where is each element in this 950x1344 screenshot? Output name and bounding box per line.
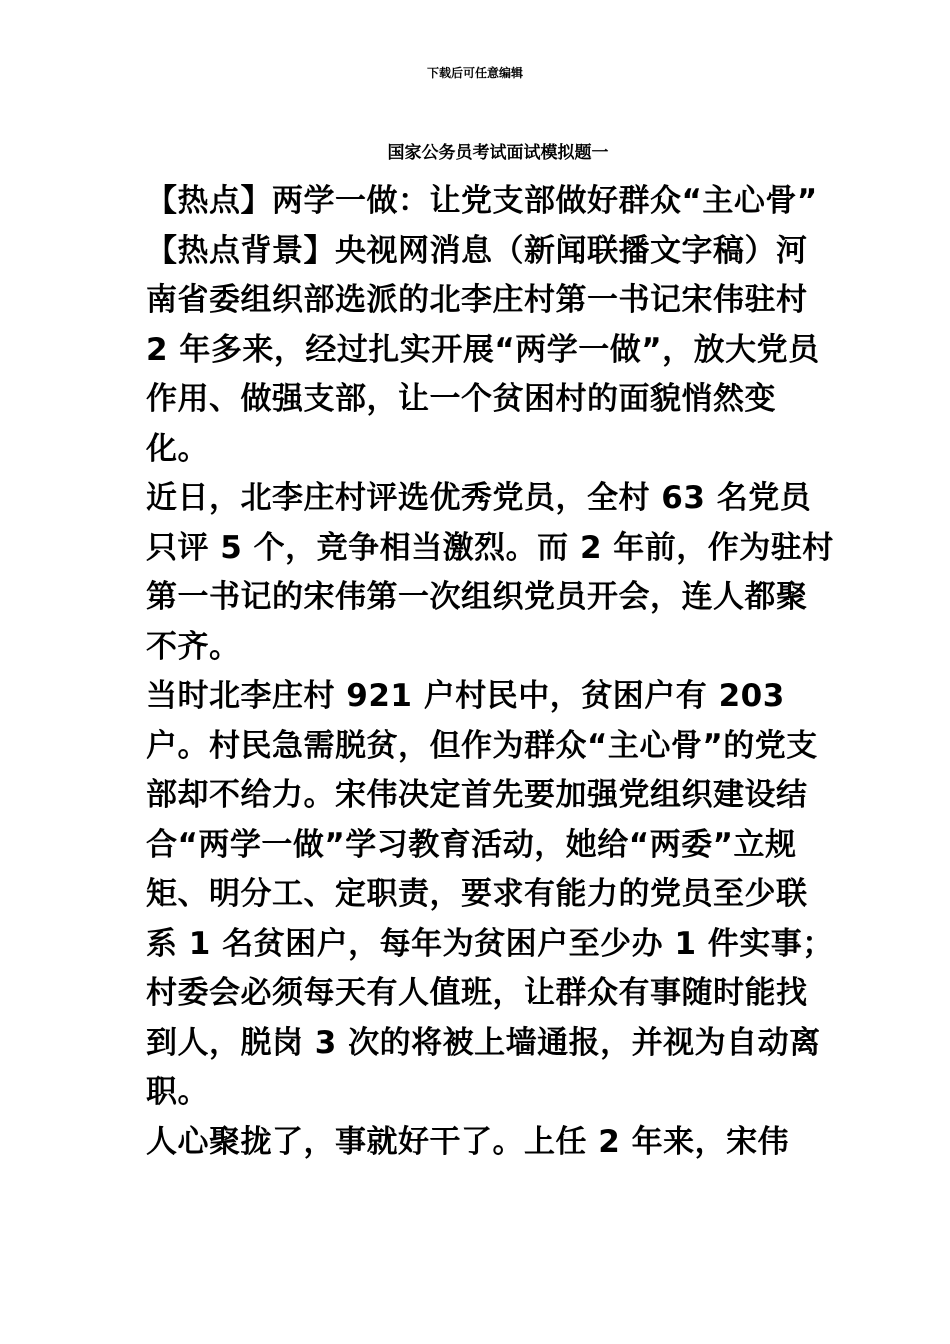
header-note: 下载后可任意编辑 <box>426 66 523 80</box>
paragraph-recent-evaluation: 近日，北李庄村评选优秀党员，全村 63 名党员只评 5 个，竞争相当激烈。而 2 年前，作为驻村第一书记的宋伟第一次组织党员开会，连人都聚不齐。 <box>146 480 834 665</box>
paragraph-results: 人心聚拢了，事就好干了。上任 2 年来，宋伟 <box>146 1123 790 1160</box>
document-body <box>146 177 836 1167</box>
paragraph-village-situation: 当时北李庄村 921 户村民中，贫困户有 203 户。村民急需脱贫，但作为群众“主心骨”的党支部却不给力。宋伟决定首先要加强党组织建设结合“两学一做”学习教育活动，她给“两委”立规矩、明分工、定职责，要求有能力的党员至少联系 1 名贫困户，每年为贫困户至少办 1 件实事；村委会必须每天有人值班，让群众有事随时能找到人，脱岗 3 次的将被上墙通报，并视为自动离职。 <box>146 678 834 1110</box>
document-title: 国家公务员考试面试模拟题一 <box>387 143 609 163</box>
paragraph-background: 【热点背景】央视网消息（新闻联播文字稿）河南省委组织部选派的北李庄村第一书记宋伟驻村 2 年多来，经过扎实开展“两学一做”，放大党员作用、做强支部，让一个贫困村的面貌悄然变化。 <box>146 232 820 467</box>
paragraph-hotspot-heading: 【热点】两学一做：让党支部做好群众“主心骨” <box>146 183 818 219</box>
